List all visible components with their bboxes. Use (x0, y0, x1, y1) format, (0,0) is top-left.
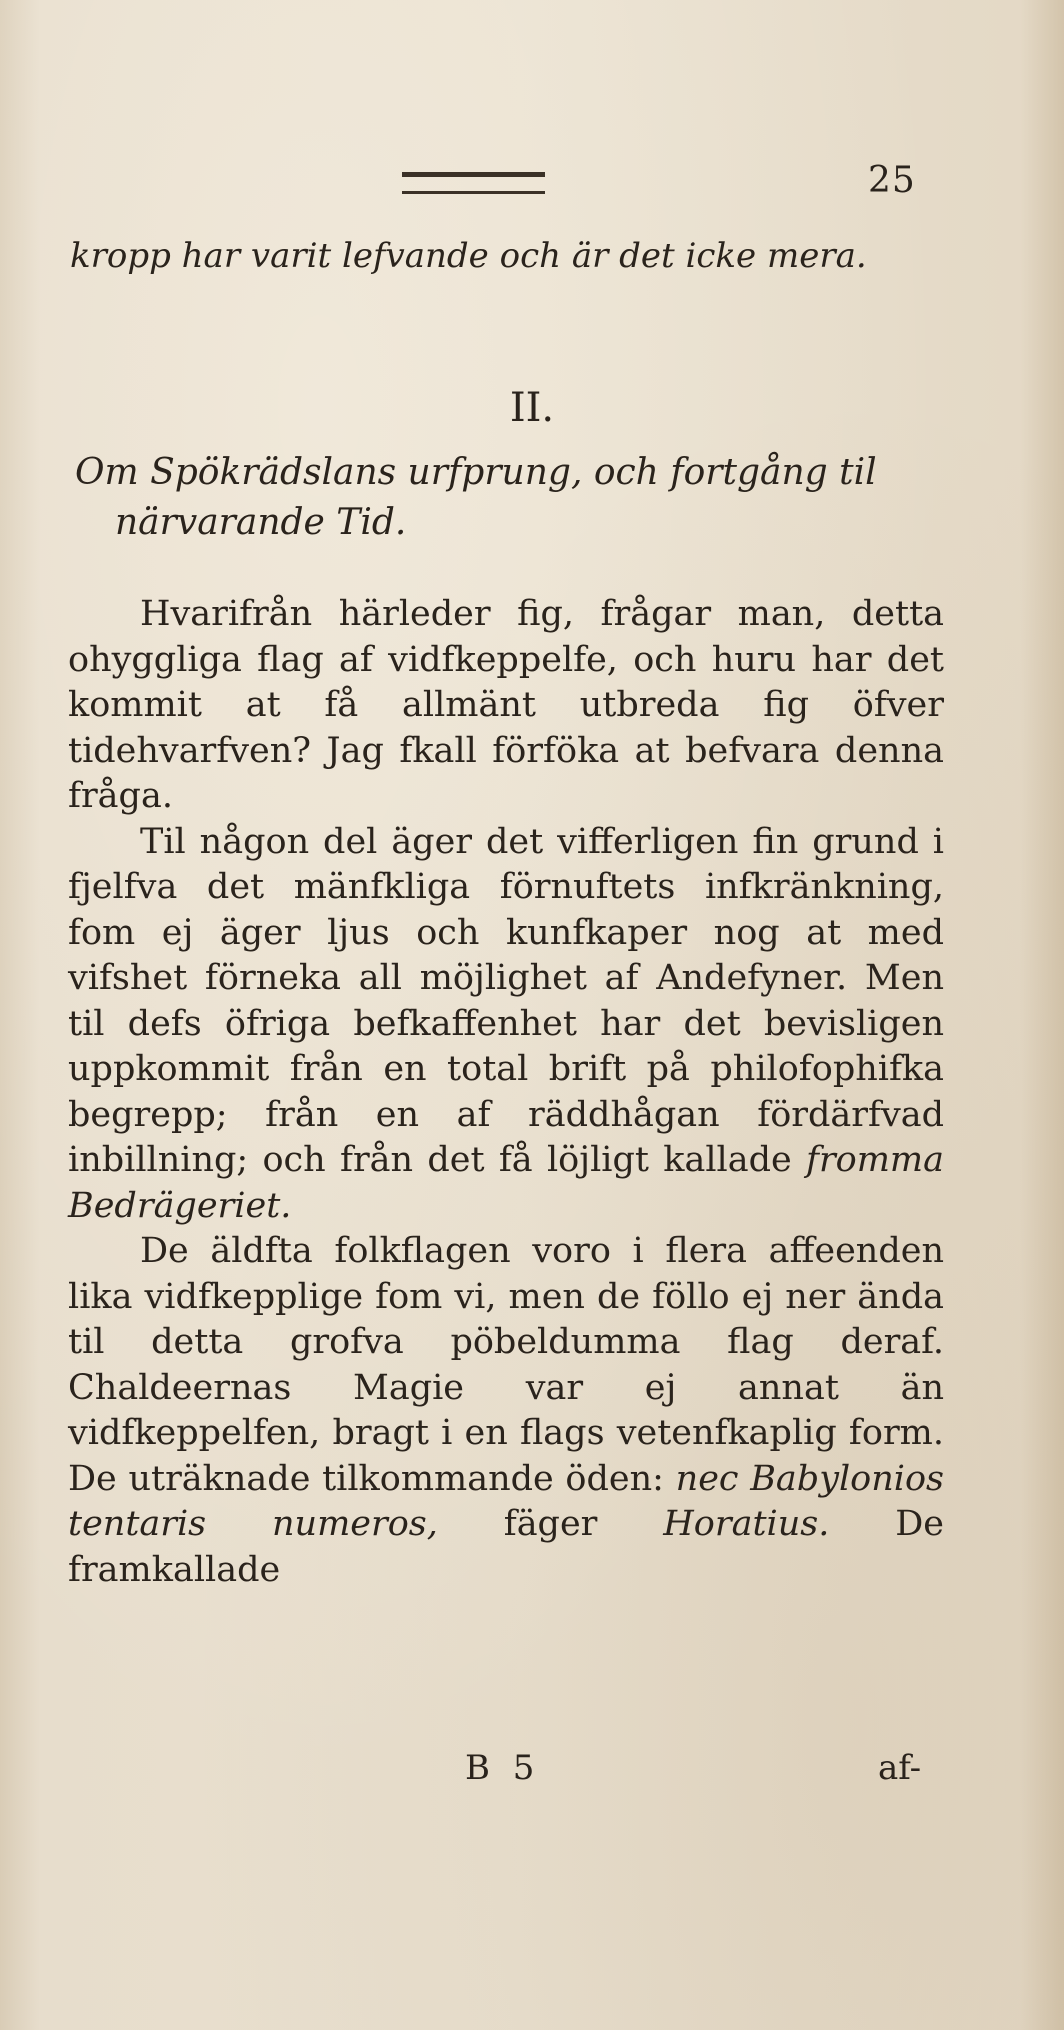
paragraph-3-author: Horatius. (663, 1504, 830, 1544)
paragraph-3-text-end: De framkallade (68, 1504, 944, 1590)
body-text (68, 592, 944, 1593)
page-number: 25 (868, 160, 916, 201)
section-numeral: II. (509, 385, 555, 431)
catchword: af- (878, 1748, 922, 1788)
running-text-continuation: kropp har varit lefvande och är det icke mera. (70, 236, 867, 276)
paragraph-2 (68, 820, 944, 1230)
signature-mark: B 5 (465, 1748, 541, 1788)
paragraph-3-latin-quote: nec Babylonios tentaris numeros, (68, 1458, 945, 1544)
paragraph-2-italic: fromma Bedrägeriet. (68, 1140, 944, 1226)
paragraph-1-text: Hvarifrån härleder fig, frågar man, detta ohyggliga flag af vidfkeppelfe, och huru har det kommit at få allmänt utbreda fig öfver tidehvarfven? Jag fkall förföka at befvara denna fråga. (68, 594, 944, 816)
paragraph-3 (68, 1229, 944, 1593)
paragraph-3-text: De äldfta folkflagen voro i flera affeenden lika vidfkepplige fom vi, men de föllo ej ner ända til detta grofva pöbeldumma flag deraf. Chaldeernas Magie var ej annat än vidfkeppelfen, bragt i en flags vetenfkaplig form. De uträknade tilkommande öden: (68, 1231, 944, 1499)
header-rule (402, 172, 545, 194)
paragraph-2-text: Til någon del äger det vifferligen fin grund i fjelfva det mänfkliga förnuftets infkränkning, fom ej äger ljus och kunfkaper nog at med vifshet förneka all möjlighet af Andefyner. Men til defs öfriga befkaffenhet har det bevisligen uppkommit från en total brift på philofophifka begrepp; från en af räddhågan fördärfvad inbillning; och från det få löjligt kallade (68, 821, 944, 1180)
section-title: Om Spökrädslans urfprung, och fortgång til närvarande Tid. (75, 452, 877, 543)
paragraph-1 (68, 592, 944, 820)
paragraph-3-text-middle: fäger (437, 1504, 664, 1544)
